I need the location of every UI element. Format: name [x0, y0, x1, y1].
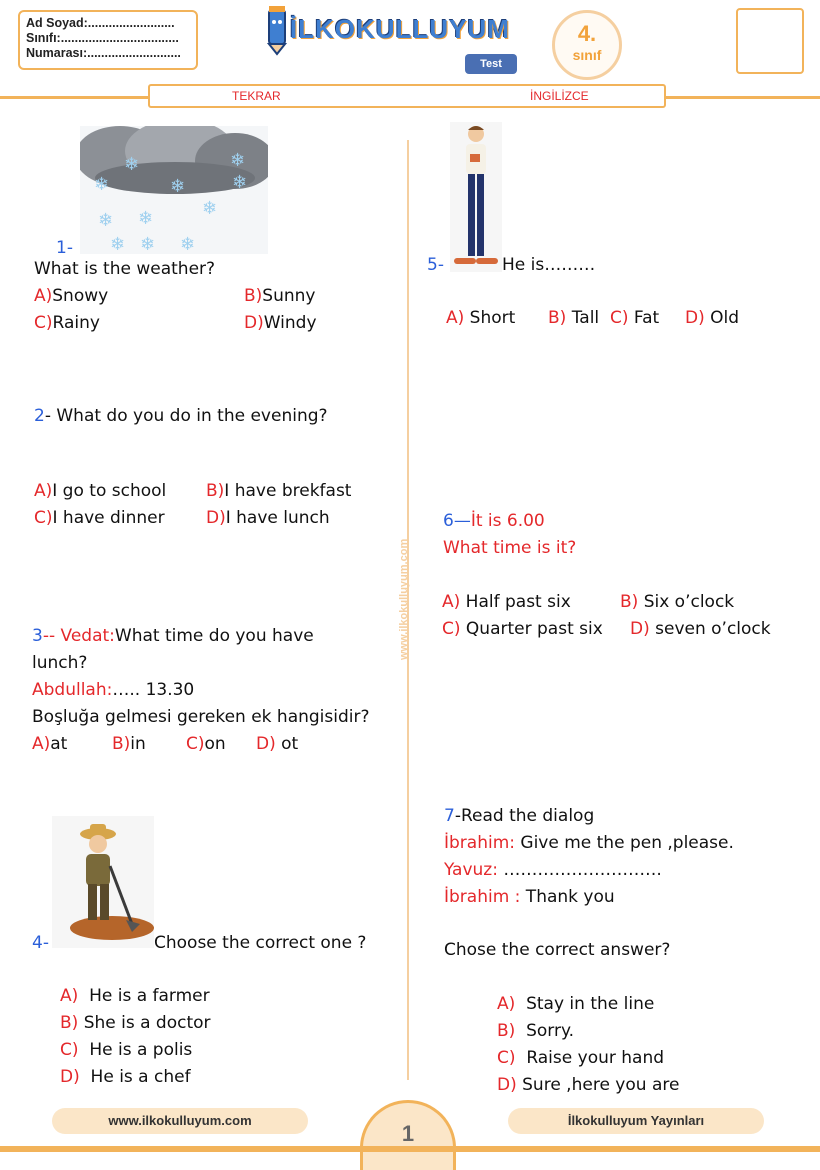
q6-option-d[interactable]	[630, 616, 771, 643]
q3-dash: --	[42, 626, 56, 646]
q2-d-letter: D)	[206, 508, 226, 528]
q3-d-text: ot	[275, 734, 299, 754]
q3-line2-text: ….. 13.30	[112, 680, 195, 700]
q4-option-b[interactable]	[60, 1010, 211, 1037]
q4-a-letter: A)	[60, 986, 79, 1006]
q7-b-letter: B)	[497, 1021, 516, 1041]
q2-c-text: I have dinner	[52, 508, 165, 528]
score-box	[736, 8, 804, 74]
q6-option-a[interactable]	[442, 589, 571, 616]
q3-line3: Boşluğa gelmesi gereken ek hangisidir?	[32, 707, 370, 727]
q7-speaker2: Yavuz:	[444, 860, 498, 880]
grade-word: sınıf	[572, 47, 602, 63]
q3-c-text: on	[204, 734, 226, 754]
q5-a-text: Short	[469, 308, 516, 328]
watermark: www.ilkokulluyum.com	[398, 538, 410, 660]
q5-b-letter: B)	[548, 308, 567, 328]
q3-option-d[interactable]	[256, 731, 298, 758]
q2-b-letter: B)	[206, 481, 225, 501]
q2-a-text: I go to school	[52, 481, 167, 501]
q5-number: 5-	[427, 255, 444, 275]
q1-option-d[interactable]	[244, 310, 317, 337]
q2-option-d[interactable]	[206, 505, 330, 532]
svg-text:❄: ❄	[98, 210, 114, 231]
subject-bar	[148, 84, 666, 108]
q7-option-c[interactable]	[497, 1045, 664, 1072]
q5-a-letter: A)	[446, 308, 465, 328]
q1-a-letter: A)	[34, 286, 53, 306]
q6-a-letter: A)	[442, 592, 461, 612]
test-badge: Test	[465, 54, 517, 74]
q5-d-letter: D)	[685, 308, 705, 328]
footer-website[interactable]: www.ilkokulluyum.com	[52, 1108, 308, 1134]
q7-d-text: Sure ,here you are	[522, 1075, 680, 1095]
q4-number: 4-	[32, 933, 49, 953]
q3-number: 3	[32, 626, 43, 646]
q5-option-c[interactable]	[610, 305, 659, 332]
q6-a-text: Half past six	[465, 592, 571, 612]
q3-b-letter: B)	[112, 734, 131, 754]
q7-a-letter: A)	[497, 994, 516, 1014]
q3-d-letter: D)	[256, 734, 276, 754]
q5-d-text: Old	[710, 308, 740, 328]
q4-d-text: He is a chef	[90, 1067, 191, 1087]
q6-c-text: Quarter past six	[465, 619, 603, 639]
q7-d-letter: D)	[497, 1075, 517, 1095]
footer-publisher: İlkokulluyum Yayınları	[508, 1108, 764, 1134]
q2-number: 2	[34, 406, 45, 426]
footer-rule	[0, 1146, 820, 1152]
q6-b-text: Six o’clock	[643, 592, 735, 612]
q2-b-text: I have brekfast	[224, 481, 352, 501]
q3-b-text: in	[130, 734, 146, 754]
svg-text:❄: ❄	[124, 154, 140, 175]
q4-b-text: She is a doctor	[83, 1013, 211, 1033]
student-info-box	[18, 10, 198, 70]
q1-number: 1-	[56, 238, 73, 258]
q4-c-letter: C)	[60, 1040, 79, 1060]
q2-option-b[interactable]	[206, 478, 351, 505]
q4-c-text: He is a polis	[89, 1040, 193, 1060]
q1-c-text: Rainy	[52, 313, 100, 333]
q7-option-d[interactable]	[497, 1072, 679, 1099]
q2-text	[34, 403, 328, 430]
q6-number: 6—	[443, 511, 471, 531]
q3-line2	[32, 677, 194, 704]
svg-text:❄: ❄	[110, 234, 126, 254]
q7-c-letter: C)	[497, 1048, 516, 1068]
q3-line1b: lunch?	[32, 653, 88, 673]
q1-d-text: Windy	[263, 313, 317, 333]
q7-line1-text: Give me the pen ,please.	[515, 833, 734, 853]
pencil-mascot-icon	[262, 4, 292, 56]
q7-number: 7	[444, 806, 455, 826]
q6-line1	[443, 508, 545, 535]
q3-speaker1: Vedat:	[55, 626, 115, 646]
grade-number: 4.	[577, 21, 597, 46]
q2-option-c[interactable]	[34, 505, 165, 532]
q4-b-letter: B)	[60, 1013, 79, 1033]
q7-line3-text: Thank you	[520, 887, 615, 907]
q2-a-letter: A)	[34, 481, 53, 501]
q3-option-a[interactable]	[32, 731, 67, 758]
q7-a-text: Stay in the line	[526, 994, 655, 1014]
q3-option-c[interactable]	[186, 731, 226, 758]
q7-c-text: Raise your hand	[526, 1048, 665, 1068]
q4-option-d[interactable]	[60, 1064, 191, 1091]
q7-prompt: Chose the correct answer?	[444, 940, 671, 960]
q1-option-a[interactable]	[34, 283, 108, 310]
subject-label: İNGİLİZCE	[530, 89, 589, 103]
q4-option-c[interactable]	[60, 1037, 192, 1064]
q4-option-a[interactable]	[60, 983, 210, 1010]
q3-speaker2: Abdullah:	[32, 680, 113, 700]
q6-option-c[interactable]	[442, 616, 603, 643]
q1-option-b[interactable]	[244, 283, 315, 310]
q2-c-letter: C)	[34, 508, 53, 528]
q6-b-letter: B)	[620, 592, 639, 612]
q4-d-letter: D)	[60, 1067, 80, 1087]
q7-line2-text: ……………………….	[497, 860, 662, 880]
name-label: Ad Soyad:.........................	[26, 16, 175, 30]
q5-option-a[interactable]	[446, 305, 515, 332]
q1-c-letter: C)	[34, 313, 53, 333]
q1-text: What is the weather?	[34, 259, 216, 279]
q6-d-text: seven o’clock	[655, 619, 771, 639]
q2-option-a[interactable]	[34, 478, 166, 505]
q7-b-text: Sorry.	[526, 1021, 575, 1041]
svg-text:❄: ❄	[140, 234, 156, 254]
page-number: 1	[360, 1100, 456, 1170]
q1-d-letter: D)	[244, 313, 264, 333]
q3-a-letter: A)	[32, 734, 51, 754]
q4-a-text: He is a farmer	[89, 986, 210, 1006]
svg-text:❄: ❄	[138, 208, 154, 229]
q6-line2: What time is it?	[443, 538, 577, 558]
q7-line2	[444, 857, 662, 884]
grade-badge	[552, 10, 622, 80]
q2-d-text: I have lunch	[225, 508, 330, 528]
q7-speaker1: İbrahim:	[444, 833, 515, 853]
q3-line1	[32, 623, 314, 650]
class-label: Sınıfı:..................................	[26, 31, 179, 45]
q7-option-a[interactable]	[497, 991, 654, 1018]
q1-option-c[interactable]	[34, 310, 100, 337]
q5-c-text: Fat	[633, 308, 660, 328]
q6-c-letter: C)	[442, 619, 461, 639]
snow-cloud-image	[80, 126, 268, 254]
q3-line1-text: What time do you have	[114, 626, 314, 646]
q7-head	[444, 803, 594, 830]
svg-text:❄: ❄	[230, 150, 246, 171]
q1-b-letter: B)	[244, 286, 263, 306]
q3-a-text: at	[50, 734, 68, 754]
svg-text:❄: ❄	[94, 174, 110, 195]
q7-line1	[444, 830, 734, 857]
q2-question: - What do you do in the evening?	[44, 406, 328, 426]
q5-text: He is………	[502, 255, 596, 275]
q7-line3	[444, 884, 615, 911]
svg-text:❄: ❄	[232, 172, 248, 193]
q3-c-letter: C)	[186, 734, 205, 754]
q6-option-b[interactable]	[620, 589, 734, 616]
q5-c-letter: C)	[610, 308, 629, 328]
svg-text:❄: ❄	[170, 176, 186, 197]
logo-text: İLKOKULLUYUM	[290, 14, 510, 44]
q7-option-b[interactable]	[497, 1018, 574, 1045]
q3-option-b[interactable]	[112, 731, 146, 758]
q5-option-d[interactable]	[685, 305, 739, 332]
q6-d-letter: D)	[630, 619, 650, 639]
q5-b-text: Tall	[571, 308, 600, 328]
q4-text: Choose the correct one ?	[154, 933, 367, 953]
number-label: Numarası:...........................	[26, 46, 181, 60]
q7-speaker3: İbrahim :	[444, 887, 521, 907]
q1-b-text: Sunny	[262, 286, 316, 306]
svg-text:❄: ❄	[180, 234, 196, 254]
tall-man-image	[450, 122, 502, 272]
q6-line1-text: İt is 6.00	[470, 511, 545, 531]
topic-label: TEKRAR	[232, 89, 281, 103]
q7-head-text: -Read the dialog	[454, 806, 595, 826]
farmer-image	[52, 816, 154, 948]
q1-a-text: Snowy	[52, 286, 109, 306]
q5-option-b[interactable]	[548, 305, 599, 332]
svg-text:❄: ❄	[202, 198, 218, 219]
